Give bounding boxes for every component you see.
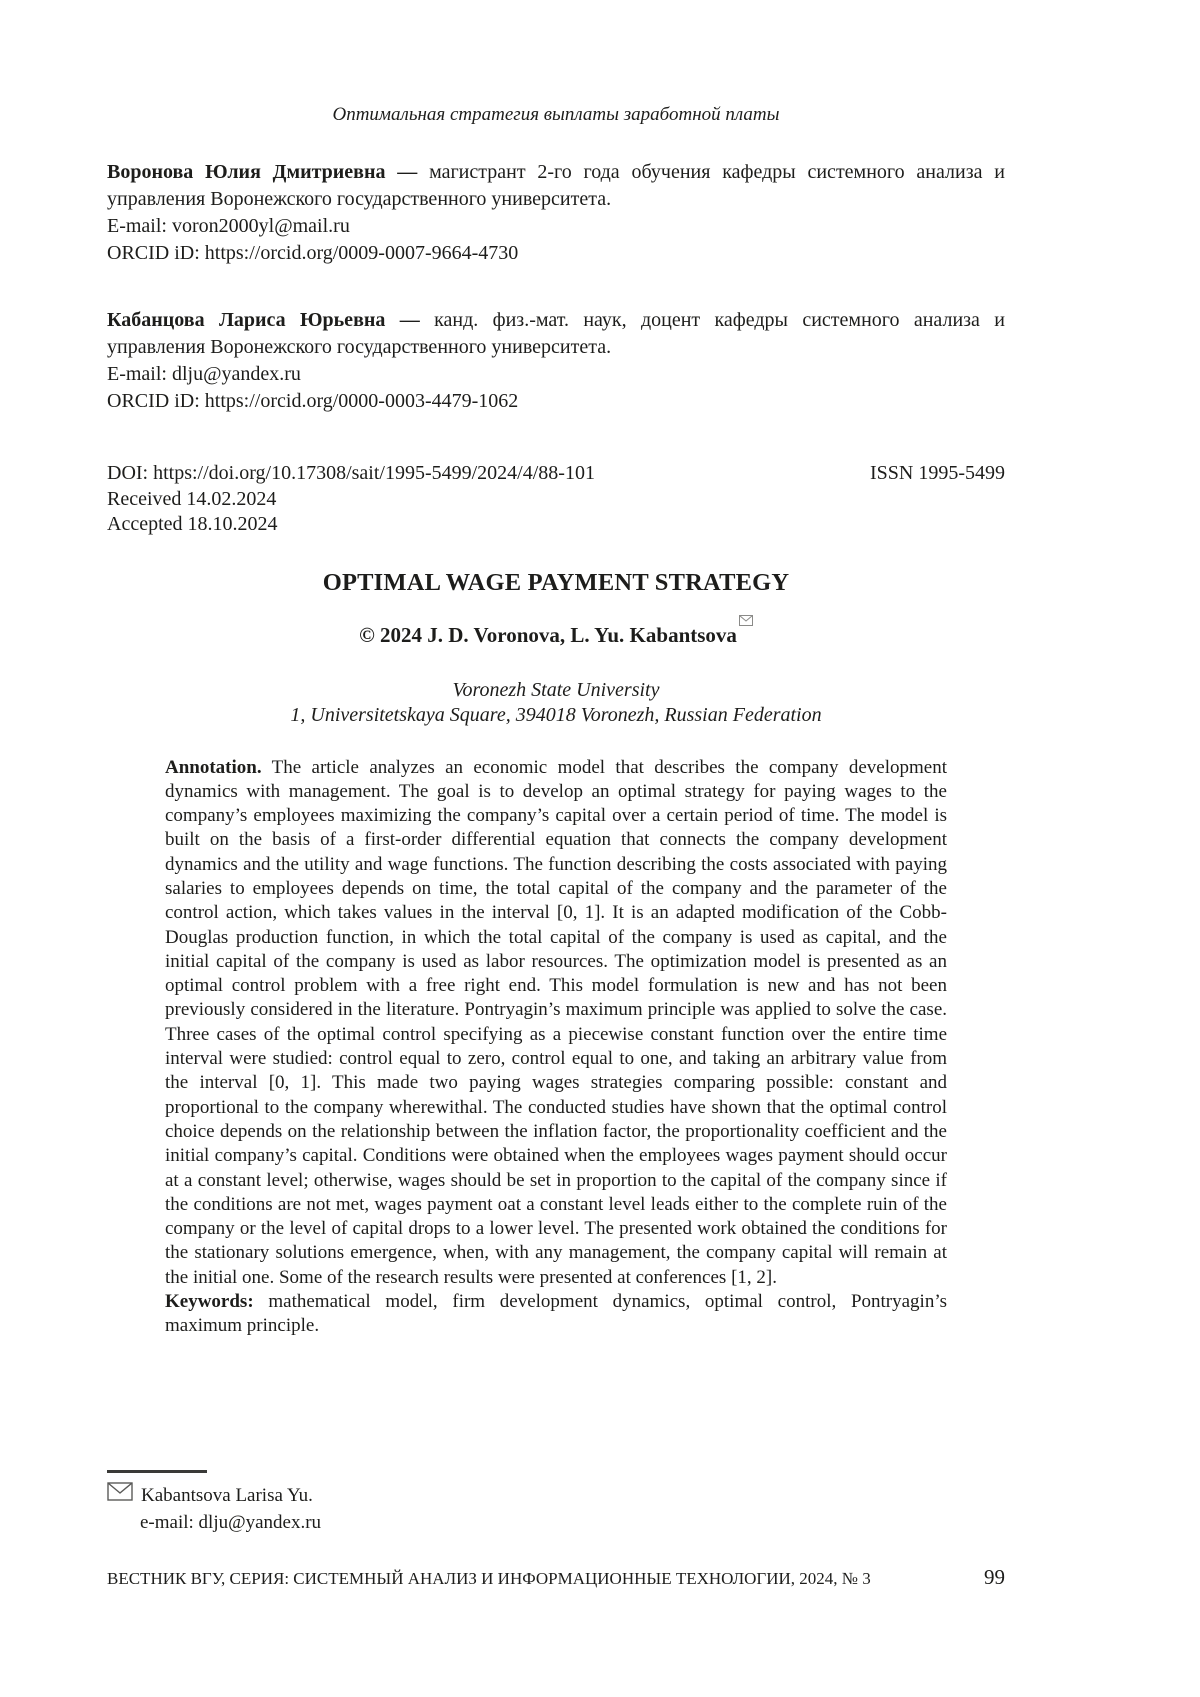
author-orcid: ORCID iD: https://orcid.org/0000-0003-4479-1062 [107,390,519,412]
annotation-text: The article analyzes an economic model that describes the company development dynamics with management. The goal is to develop an optimal strategy for paying wages to the company’s employees maximizing the company’s capital over a certain period of time. The model is built on the basis of a first-order differential equation that connects the company development dynamics and the utility and wage functions. The function describing the costs associated with paying salaries to employees depends on time, the total capital of the company and the parameter of the control action, which takes values in the interval [0, 1]. It is an adapted modification of the Cobb-Douglas production function, in which the total capital of the company is used as capital, and the initial capital of the company is used as labor resources. The optimization model is presented as an optimal control problem with a free right end. This model formulation is new and has not been previously considered in the literature. Pontryagin’s maximum principle was applied to solve the case. Three cases of the optimal control specifying as a piecewise constant function over the entire time interval were studied: control equal to zero, control equal to one, and taking an arbitrary value from the interval [0, 1]. This made two paying wages strategies comparing possible: constant and proportional to the company wherewithal. The conducted studies have shown that the optimal control choice depends on the relationship between the inflation factor, the proportionality coefficient and the initial company’s capital. Conditions were obtained when the employees wages payment should occur at a constant level; otherwise, wages should be set in proportion to the capital of the company since if the conditions are not met, wages payment oat a constant level leads either to the complete ruin of the company or the level of capital drops to a lower level. The presented work obtained the conditions for the stationary solutions emergence, when, with any management, the company capital will remain at the initial one. Some of the research results were presented at conferences [1, 2]. [165,756,947,1288]
author-email: E-mail: voron2000yl@mail.ru [107,215,350,237]
corresponding-author-footnote [107,1470,321,1535]
issn: ISSN 1995-5499 [869,462,1005,484]
author-role: канд. физ.-мат. наук, доцент кафедры системного анализа и управления Воронежского государственного университета. [107,309,1005,358]
annotation-section [107,756,1005,1339]
accepted-date: Accepted 18.10.2024 [107,513,278,535]
affiliation-address: 1, Universitetskaya Square, 394018 Voronezh, Russian Federation [290,704,822,726]
annotation-paragraph [165,756,947,1291]
footnote-email: e-mail: dlju@yandex.ru [140,1512,322,1533]
author-bio [107,307,1005,361]
copyright-line [107,615,1005,648]
author-orcid: ORCID iD: https://orcid.org/0009-0007-9664-4730 [107,242,519,264]
keywords-label: Keywords: [165,1291,254,1313]
author-block-voronova [107,159,1005,267]
copyright-text: © 2024 J. D. Voronova, L. Yu. Kabantsova [359,622,737,647]
doi-line: DOI: https://doi.org/10.17308/sait/1995-5499/2024/4/88-101 [107,462,595,484]
doi-issn-row [107,461,1005,487]
author-bio [107,159,1005,213]
footnote-name-line [107,1482,321,1508]
affiliation-university: Voronezh State University [452,678,660,701]
received-date: Received 14.02.2024 [107,487,277,510]
author-role: магистрант 2-го года обучения кафедры системного анализа и управления Воронежского государственного университета. [107,161,1005,210]
annotation-label: Annotation. [165,756,262,778]
article-title: OPTIMAL WAGE PAYMENT STRATEGY [322,568,790,596]
author-email: E-mail: dlju@yandex.ru [107,363,301,385]
page-number: 99 [984,1565,1005,1589]
author-block-kabantsova [107,307,1005,415]
running-head: Оптимальная стратегия выплаты заработной платы [332,104,780,125]
author-name: Воронова Юлия Дмитриевна — [107,161,418,183]
author-name: Кабанцова Лариса Юрьевна — [107,309,420,331]
keywords-text: mathematical model, firm development dynamics, optimal control, Pontryagin’s maximum principle. [165,1291,947,1337]
footnote-rule [107,1470,207,1473]
envelope-icon [107,1482,133,1508]
envelope-icon [739,610,753,630]
footnote-author-name: Kabantsova Larisa Yu. [141,1484,313,1506]
page-footer [107,1566,1005,1590]
keywords-paragraph [165,1290,947,1339]
journal-footer-line: ВЕСТНИК ВГУ, СЕРИЯ: СИСТЕМНЫЙ АНАЛИЗ И ИНФОРМАЦИОННЫЕ ТЕХНОЛОГИИ, 2024, № 3 [107,1569,871,1588]
article-meta [107,461,1005,538]
